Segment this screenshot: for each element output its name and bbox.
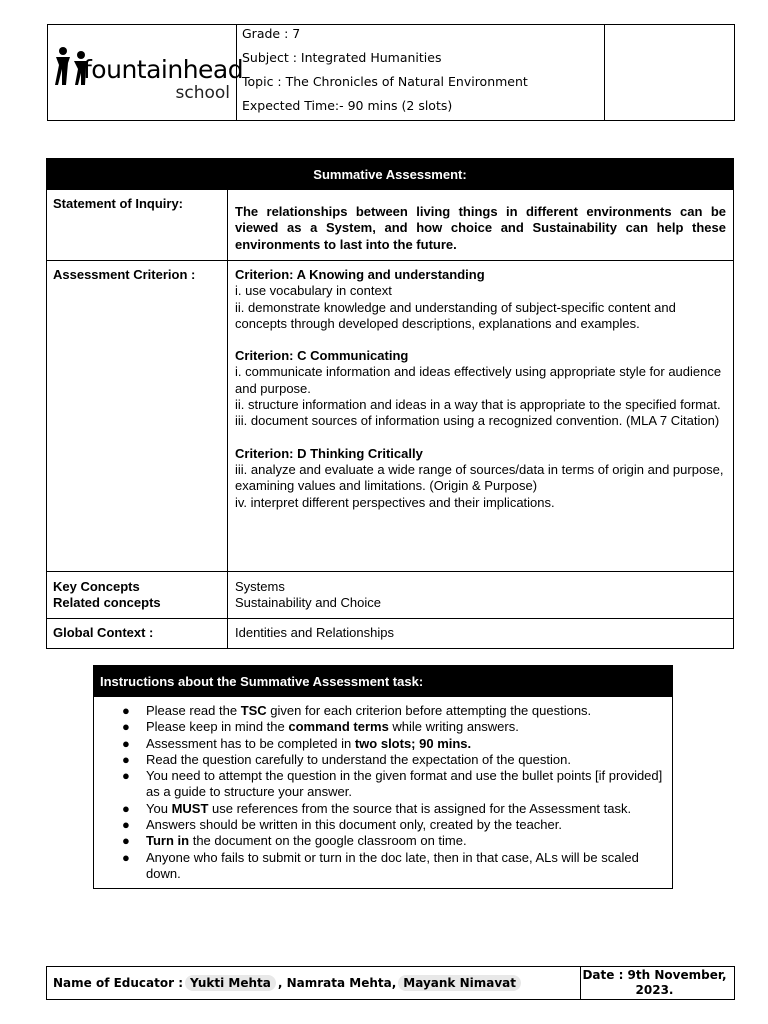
bullet-icon: ● bbox=[122, 768, 130, 784]
crit-c-item: iii. document sources of information using a recognized convention. (MLA 7 Citation) bbox=[235, 413, 720, 429]
related-concepts-label: Related concepts bbox=[53, 595, 161, 610]
global-context-value: Identities and Relationships bbox=[235, 625, 394, 640]
logo bbox=[48, 25, 244, 120]
crit-d-title: Criterion: D Thinking Critically bbox=[235, 445, 423, 461]
soi-row bbox=[47, 189, 733, 260]
instruction-item: ● Assessment has to be completed in two slots; 90 mins. bbox=[122, 735, 472, 751]
instructions-list bbox=[94, 697, 672, 888]
instructions-box bbox=[93, 665, 673, 889]
bullet-icon: ● bbox=[122, 817, 130, 833]
educator-label: Name of Educator : bbox=[53, 976, 184, 990]
bullet-icon: ● bbox=[122, 703, 130, 718]
instruction-item: ● You MUST use references from the source that is assigned for the Assessment task. bbox=[122, 800, 632, 816]
criterion-list bbox=[228, 261, 733, 571]
educator-chip[interactable]: Yukti Mehta bbox=[185, 975, 276, 991]
logo-school: school bbox=[175, 83, 230, 103]
criterion-label: Assessment Criterion : bbox=[47, 261, 228, 571]
bullet-icon: ● bbox=[122, 751, 130, 767]
bullet-icon: ● bbox=[122, 735, 130, 751]
crit-a-item: ii. demonstrate knowledge and understanding of subject-specific content and concepts through developed descriptions, explanations and examples. bbox=[235, 299, 676, 331]
instruction-item: ● You need to attempt the question in the given format and use the bullet points [if provided] as a guide to structure your answer. bbox=[122, 768, 663, 800]
summative-table bbox=[46, 158, 734, 649]
crit-c-item: i. communicate information and ideas effectively using appropriate style for audience and purpose. bbox=[235, 364, 722, 396]
instruction-item: ● Please read the TSC given for each criterion before attempting the questions. bbox=[122, 703, 592, 718]
related-concepts-value: Sustainability and Choice bbox=[235, 595, 381, 611]
crit-c-title: Criterion: C Communicating bbox=[235, 348, 409, 364]
soi-text: The relationships between living things in different environments can be viewed as a System, and how choice and Sustainability can help these environments to last into the future. bbox=[235, 204, 726, 252]
educator-cell bbox=[47, 967, 581, 999]
crit-a-item: i. use vocabulary in context bbox=[235, 283, 392, 299]
header-table bbox=[47, 24, 735, 121]
key-concepts-value: Systems bbox=[235, 579, 285, 594]
instructions-title: Instructions about the Summative Assessment task: bbox=[94, 666, 672, 697]
bullet-icon: ● bbox=[122, 849, 130, 865]
bullet-icon: ● bbox=[122, 833, 130, 849]
time-text: Expected Time:- 90 mins (2 slots) bbox=[242, 98, 453, 113]
concepts-labels bbox=[47, 572, 228, 618]
date-line: Date : 9th November, bbox=[582, 968, 727, 982]
global-context-label: Global Context : bbox=[47, 619, 228, 648]
soi-label: Statement of Inquiry: bbox=[47, 190, 228, 260]
course-info bbox=[236, 25, 605, 120]
instruction-item: ● Answers should be written in this document only, created by the teacher. bbox=[122, 817, 562, 833]
crit-a-title: Criterion: A Knowing and understanding bbox=[235, 267, 485, 282]
date-year: 2023. bbox=[635, 983, 674, 997]
bullet-icon: ● bbox=[122, 800, 130, 816]
educator-separator: , Namrata Mehta, bbox=[277, 976, 397, 990]
crit-d-item: iii. analyze and evaluate a wide range of sources/data in terms of origin and purpose, examining values and limitations. (Origin & Purpose) bbox=[235, 461, 724, 494]
summative-title: Summative Assessment: bbox=[47, 159, 733, 189]
crit-c-item: ii. structure information and ideas in a way that is appropriate to the specified format. bbox=[235, 397, 721, 413]
bullet-icon: ● bbox=[122, 719, 130, 735]
concepts-row bbox=[47, 571, 733, 618]
instruction-item: ● Please keep in mind the command terms while writing answers. bbox=[122, 719, 519, 735]
crit-d-item: iv. interpret different perspectives and their implications. bbox=[235, 494, 555, 510]
date-cell bbox=[575, 967, 734, 1000]
key-concepts-label: Key Concepts bbox=[53, 579, 140, 594]
subject-text: Subject : Integrated Humanities bbox=[242, 50, 442, 65]
blank-cell bbox=[605, 25, 734, 120]
educator-chip[interactable]: Mayank Nimavat bbox=[398, 975, 521, 991]
instruction-item: ● Read the question carefully to understand the expectation of the question. bbox=[122, 751, 571, 767]
footer-table bbox=[46, 966, 735, 1000]
logo-wordmark: fountainhead bbox=[83, 55, 244, 84]
instruction-item: ● Turn in the document on the google classroom on time. bbox=[122, 833, 467, 849]
global-context-row bbox=[47, 618, 733, 648]
grade-text: Grade : 7 bbox=[242, 26, 301, 41]
concepts-values bbox=[228, 572, 733, 618]
topic-text: Topic : The Chronicles of Natural Environment bbox=[242, 74, 528, 89]
instruction-item: ● Anyone who fails to submit or turn in the doc late, then in that case, ALs will be scaled down. bbox=[122, 849, 639, 881]
criterion-row bbox=[47, 260, 733, 571]
